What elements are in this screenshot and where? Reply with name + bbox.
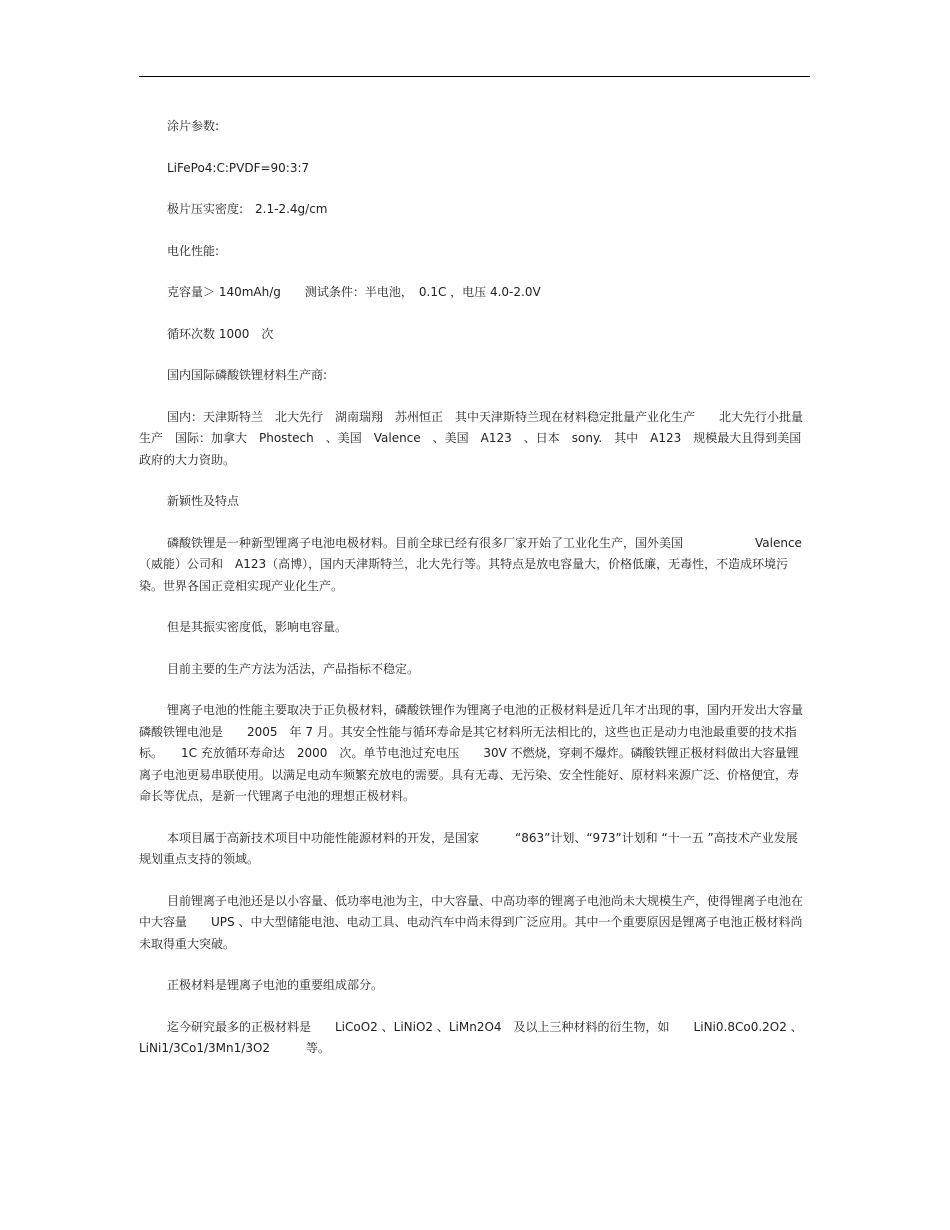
paragraph-coating-params: 涂片参数: (167, 119, 220, 133)
paragraph-project-scope: 本项目属于高新技术项目中功能性能源材料的开发，是国家 “863”计划、“973”计划和 “十一五 ”高技术产业发展规划重点支持的领域。 (139, 830, 798, 866)
paragraph-capacity: 克容量＞ 140mAh/g 测试条件：半电池， 0.1C ，电压 4.0-2.0V (167, 285, 541, 299)
paragraph-manufacturers: 国内：天津斯特兰 北大先行 湖南瑞翔 苏州恒正 其中天津斯特兰现在材料稳定批量产业化生产 北大先行小批量生产 国际：加拿大 Phostech 、美国 Valence 、美国 A123 、日本 sony. 其中 A123 规模最大且得到美国政府的大力资助。 (139, 409, 804, 467)
paragraph-manufacturers-heading: 国内国际磷酸铁锂材料生产商: (167, 368, 328, 382)
paragraph-cycle-count: 循环次数 1000 次 (167, 326, 274, 341)
paragraph-novelty-heading: 新颖性及特点 (167, 494, 240, 508)
document-body (139, 116, 803, 1080)
paragraph-lfp-intro: 磷酸铁锂是一种新型锂离子电池电极材料。目前全球已经有很多厂家开始了工业化生产，国外美国 Valence（威能）公司和 A123（高博），国内天津斯特兰，北大先行等。其特点是放电容量大，价格低廉，无毒性，不造成环境污染。世界各国正竞相实现产业化生产。 (139, 535, 802, 593)
paragraph-electrochem-heading: 电化性能: (167, 243, 220, 258)
paragraph-tap-density: 但是其振实密度低，影响电容量。 (167, 620, 348, 634)
paragraph-cathode-materials: 迄今研究最多的正极材料是 LiCoO2 、LiNiO2 、LiMn2O4 及以上三种材料的衍生物，如 LiNi0.8Co0.2O2 、LiNi1/3Co1/3Mn1/3O2 等。 (139, 1019, 803, 1055)
paragraph-compaction-density: 极片压实密度: 2.1-2.4g/cm (167, 202, 328, 216)
paragraph-cathode-importance: 正极材料是锂离子电池的重要组成部分。 (167, 978, 384, 992)
paragraph-production-method: 目前主要的生产方法为活法，产品指标不稳定。 (167, 661, 420, 676)
paragraph-formula: LiFePo4:C:PVDF=90:3:7 (167, 160, 310, 175)
header-rule (139, 76, 810, 77)
paragraph-performance: 锂离子电池的性能主要取决于正负极材料，磷酸铁锂作为锂离子电池的正极材料是近几年才出现的事，国内开发出大容量磷酸铁锂电池是 2005 年 7 月。其安全性能与循环寿命是其它材料所无法相比的，这些也正是动力电池最重要的技术指标。 1C 充放循环寿命达 2000 次。单节电池过充电压 30V 不燃烧，穿刺不爆炸。磷酸铁锂正极材料做出大容量锂离子电池更易串联使用。以满足电动车频繁充放电的需要。具有无毒、无污染、安全性能好、原材料来源广泛、价格便宜，寿命长等优点，是新一代锂离子电池的理想正极材料。 (139, 703, 804, 803)
paragraph-market-status: 目前锂离子电池还是以小容量、低功率电池为主，中大容量、中高功率的锂离子电池尚未大规模生产，使得锂离子电池在中大容量 UPS 、中大型储能电池、电动工具、电动汽车中尚未得到广泛应用。其中一个重要原因是锂离子电池正极材料尚未取得重大突破。 (139, 893, 804, 951)
